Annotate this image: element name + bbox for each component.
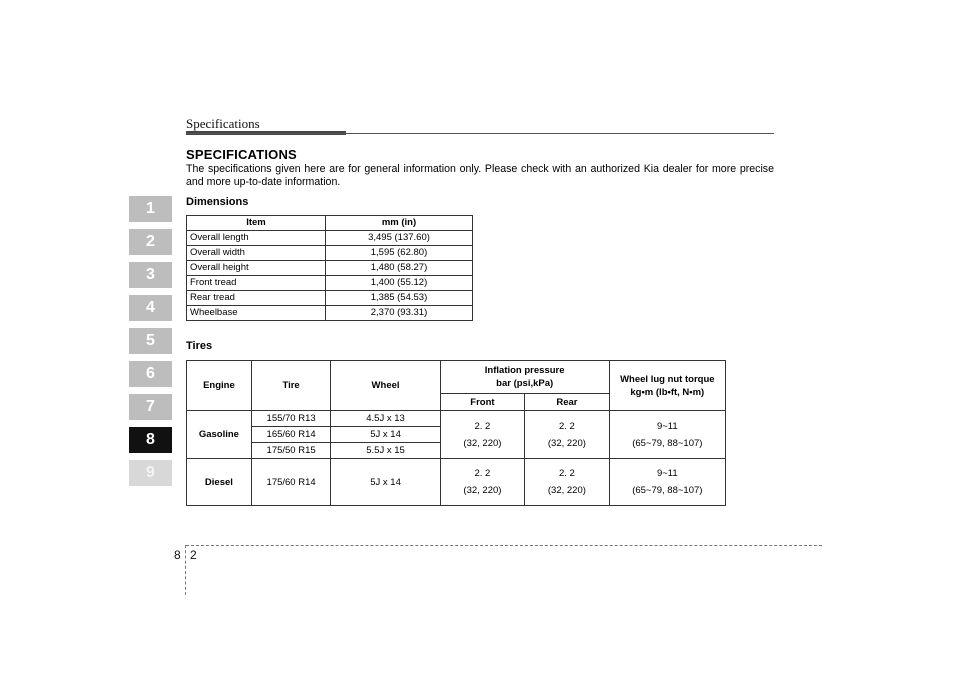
column-header-item: Item <box>187 216 326 231</box>
column-header-engine: Engine <box>187 361 252 411</box>
torque-value: 9~11 <box>656 420 678 432</box>
engine-diesel: Diesel <box>187 459 252 506</box>
footer-chapter-number: 8 <box>174 548 181 562</box>
pressure-value: 2. 2 <box>474 420 491 432</box>
column-header-wheel: Wheel <box>331 361 440 411</box>
wheel-size: 5.5J x 15 <box>331 443 440 459</box>
diesel-front-pressure <box>440 459 524 506</box>
table-header-row <box>187 361 726 394</box>
column-header-mm: mm (in) <box>326 216 473 231</box>
diesel-rear-pressure <box>525 459 609 506</box>
pressure-value: 2. 2 <box>558 468 575 479</box>
diesel-lug-torque <box>609 459 725 506</box>
chapter-tab-6[interactable]: 6 <box>129 361 172 387</box>
wheel-size: 4.5J x 13 <box>331 411 440 427</box>
footer-rule <box>186 545 822 546</box>
dimensions-table <box>186 215 473 321</box>
torque-header-line2: kg•m (lb•ft, N•m) <box>630 386 705 398</box>
dimension-value: 2,370 (93.31) <box>326 306 473 321</box>
dimension-value: 1,400 (55.12) <box>326 276 473 291</box>
torque-header-line1: Wheel lug nut torque <box>620 373 715 385</box>
dimensions-label: Dimensions <box>186 196 249 208</box>
table-row <box>187 231 473 246</box>
torque-value-units: (65~79, 88~107) <box>632 437 703 449</box>
table-row <box>187 276 473 291</box>
dimension-item: Wheelbase <box>187 306 326 321</box>
intro-paragraph: The specifications given here are for general information only. Please check with an authorized Kia dealer for more precise and more up-to-date information. <box>186 163 774 188</box>
inflation-header-line2: bar (psi,kPa) <box>496 378 554 389</box>
wheel-size: 5J x 14 <box>331 427 440 443</box>
engine-gasoline: Gasoline <box>187 411 252 459</box>
torque-value: 9~11 <box>656 468 678 479</box>
dimension-item: Overall height <box>187 261 326 276</box>
chapter-tab-8[interactable]: 8 <box>129 427 172 453</box>
pressure-value-units: (32, 220) <box>547 485 586 496</box>
running-header: Specifications <box>186 116 260 131</box>
dimension-value: 3,495 (137.60) <box>326 231 473 246</box>
dimension-item: Overall length <box>187 231 326 246</box>
header-rule <box>186 133 774 134</box>
dimension-item: Overall width <box>187 246 326 261</box>
pressure-value-units: (32, 220) <box>463 437 502 449</box>
pressure-value: 2. 2 <box>474 468 491 479</box>
tires-table <box>186 360 726 506</box>
gasoline-rear-pressure <box>525 411 609 459</box>
chapter-tab-1[interactable]: 1 <box>129 196 172 222</box>
chapter-tab-7[interactable]: 7 <box>129 394 172 420</box>
chapter-tabs <box>129 196 172 493</box>
torque-value-units: (65~79, 88~107) <box>632 485 703 496</box>
table-row <box>187 261 473 276</box>
gasoline-front-pressure <box>440 411 524 459</box>
wheel-size: 5J x 14 <box>331 459 440 506</box>
column-header-rear: Rear <box>525 394 609 411</box>
pressure-value-units: (32, 220) <box>463 485 502 496</box>
tire-size: 175/60 R14 <box>251 459 331 506</box>
footer-divider <box>185 545 186 595</box>
page-title: SPECIFICATIONS <box>186 147 297 162</box>
pressure-value-units: (32, 220) <box>547 437 586 449</box>
chapter-tab-5[interactable]: 5 <box>129 328 172 354</box>
tire-size: 155/70 R13 <box>251 411 331 427</box>
table-row <box>187 291 473 306</box>
chapter-tab-2[interactable]: 2 <box>129 229 172 255</box>
column-header-torque <box>609 361 725 411</box>
table-row <box>187 411 726 427</box>
tires-label: Tires <box>186 340 213 352</box>
column-header-tire: Tire <box>251 361 331 411</box>
column-header-front: Front <box>440 394 524 411</box>
dimension-item: Rear tread <box>187 291 326 306</box>
chapter-tab-4[interactable]: 4 <box>129 295 172 321</box>
dimension-value: 1,385 (54.53) <box>326 291 473 306</box>
tire-size: 175/50 R15 <box>251 443 331 459</box>
gasoline-lug-torque <box>609 411 725 459</box>
chapter-tab-9[interactable]: 9 <box>129 460 172 486</box>
tire-size: 165/60 R14 <box>251 427 331 443</box>
footer-page-number: 2 <box>190 548 197 562</box>
pressure-value: 2. 2 <box>558 420 575 432</box>
table-row <box>187 246 473 261</box>
dimension-value: 1,595 (62.80) <box>326 246 473 261</box>
dimension-item: Front tread <box>187 276 326 291</box>
table-header-row <box>187 216 473 231</box>
inflation-header-line1: Inflation pressure <box>484 365 565 376</box>
column-header-inflation <box>440 361 609 394</box>
table-row <box>187 306 473 321</box>
table-row <box>187 459 726 506</box>
dimension-value: 1,480 (58.27) <box>326 261 473 276</box>
chapter-tab-3[interactable]: 3 <box>129 262 172 288</box>
